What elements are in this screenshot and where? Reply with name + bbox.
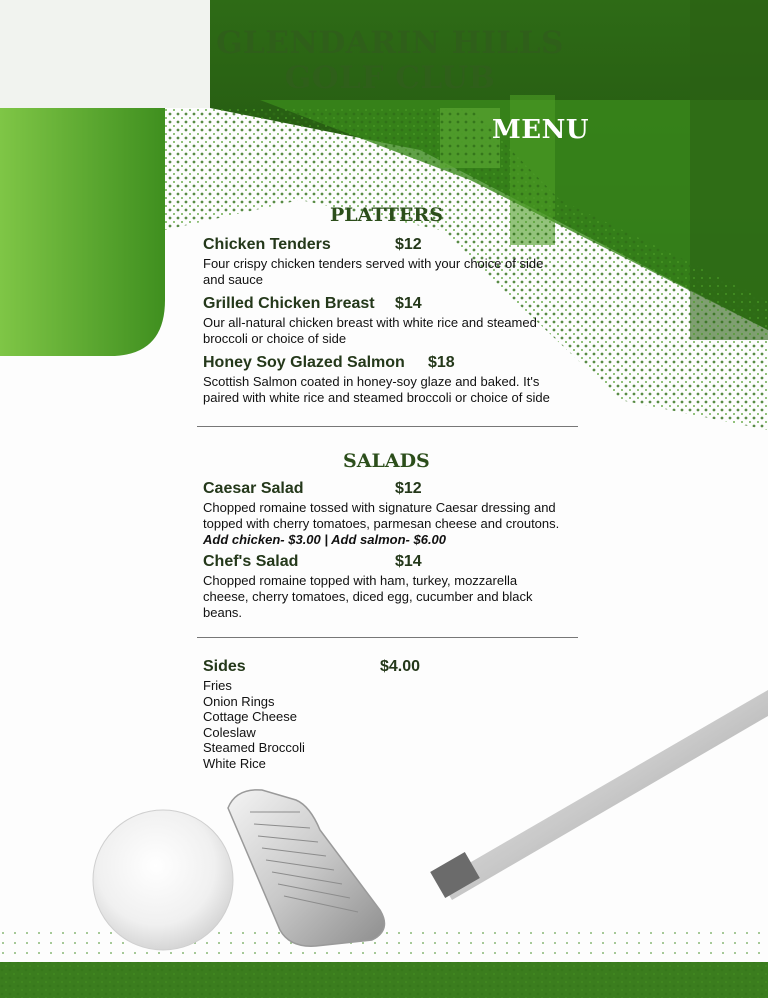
menu-heading: MENU: [492, 115, 590, 145]
club-name-line1: GLENDARIN HILLS: [216, 25, 564, 61]
platters-heading: PLATTERS: [330, 204, 443, 226]
sides-list: [203, 678, 583, 771]
item-name: Chef's Salad: [203, 553, 299, 570]
item-price: $14: [395, 295, 422, 312]
item-name: Chicken Tenders: [203, 236, 331, 253]
item-addons: Add chicken- $3.00 | Add salmon- $6.00: [203, 532, 447, 547]
item-price: $12: [395, 480, 422, 497]
sides-price: $4.00: [380, 658, 421, 675]
item-description: Our all-natural chicken breast with white rice and steamed broccoli or choice of side: [203, 315, 537, 346]
club-name-line2: GOLF CLUB: [284, 60, 496, 96]
list-item: Fries: [203, 678, 232, 693]
club-name: [200, 26, 580, 96]
item-name: Grilled Chicken Breast: [203, 295, 375, 312]
item-name: Honey Soy Glazed Salmon: [203, 354, 405, 371]
item-description: Chopped romaine topped with ham, turkey, mozzarella cheese, cherry tomatoes, diced egg, cucumber and black beans.: [203, 573, 533, 620]
menu-item-honey-soy-salmon: [203, 354, 583, 406]
section-divider: [197, 426, 578, 427]
salads-heading: SALADS: [343, 450, 430, 472]
section-divider: [197, 637, 578, 638]
item-description: Four crispy chicken tenders served with your choice of side and sauce: [203, 256, 544, 287]
item-price: $12: [395, 236, 422, 253]
item-description: Chopped romaine tossed with signature Caesar dressing and topped with cherry tomatoes, parmesan cheese and croutons.: [203, 500, 560, 531]
item-name: Caesar Salad: [203, 480, 304, 497]
menu-item-chefs-salad: [203, 553, 583, 621]
list-item: White Rice: [203, 755, 266, 771]
item-price: $18: [428, 354, 455, 371]
list-item: Coleslaw: [203, 724, 256, 740]
item-price: $14: [395, 553, 422, 570]
sides-heading: Sides: [203, 658, 246, 675]
menu-item-sides: [203, 658, 583, 771]
item-description: Scottish Salmon coated in honey-soy glaze and baked. It's paired with white rice and steamed broccoli or choice of side: [203, 374, 550, 405]
list-item: Steamed Broccoli: [203, 740, 305, 755]
list-item: Onion Rings: [203, 693, 275, 709]
list-item: Cottage Cheese: [203, 709, 297, 724]
menu-item-caesar-salad: [203, 480, 583, 548]
menu-item-grilled-chicken-breast: [203, 295, 583, 347]
menu-item-chicken-tenders: [203, 236, 583, 288]
